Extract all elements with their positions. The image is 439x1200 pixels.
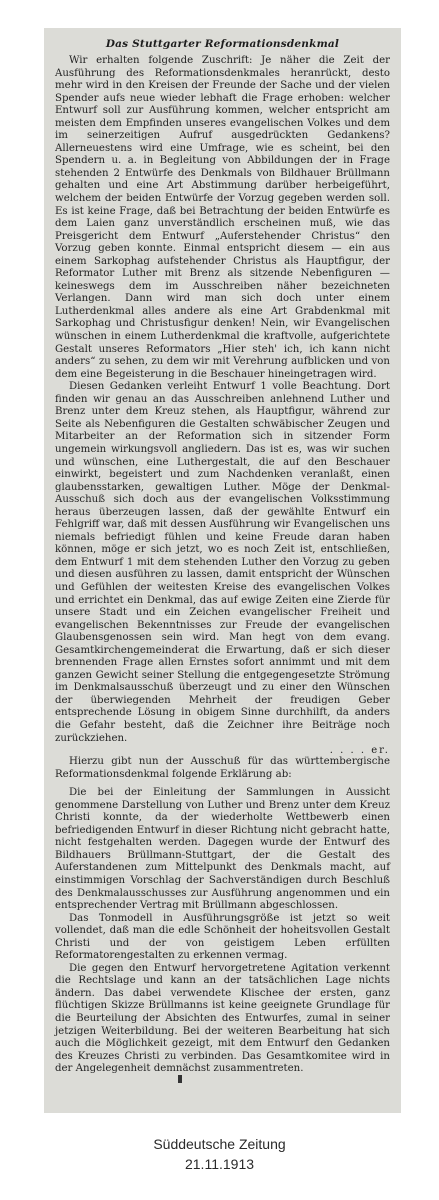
- committee-statement: [55, 787, 390, 1076]
- caption-date: 21.11.1913: [184, 1156, 255, 1172]
- column-end-mark: [178, 1075, 182, 1083]
- caption-source: Süddeutsche Zeitung: [153, 1136, 286, 1152]
- article-signature: . . . . er.: [329, 745, 390, 757]
- article-paragraph-1: Wir erhalten folgende Zuschrift: Je näher die Zeit der Ausführung des Reformationsdenkmales heranrückt, desto mehr wird in den Kreisen der Freunde der Sache und der vielen Spender aufs neue wieder lebhaft die Frage erhoben: welcher Entwurf soll zur Ausführung kommen, welcher entspricht am meisten dem Empfinden unseres evangelischen Volkes und dem im seinerzeitigen Aufruf ausgedrückten Gedankens? Allerneuestens wird eine Umfrage, wie es scheint, bei den Spendern u. a. in Begleitung von Abbildungen der in Frage stehenden 2 Entwürfe des Denkmals von Bildhauer Brüllmann gehalten und eine Art Abstimmung darüber herbeigeführt, welchem der beiden Entwürfe der Vorzug gegeben werden soll. Es ist keine Frage, daß bei Betrachtung der beiden Entwürfe es dem Laien ganz unverständlich erscheinen muß, wie das Preisgericht dem Entwurf „Auferstehender Christus“ den Vorzug geben konnte. Einmal entspricht diesem — ein aus einem Sarkophag aufstehender Christus als Hauptfigur, der Reformator Luther mit Brenz als sitzende Nebenfiguren — keineswegs dem im Ausschreiben näher bezeichneten Verlangen. Dann wird man sich doch unter einem Lutherdenkmal alles andere als eine Art Grabdenkmal mit Sarkophag und Christusfigur denken! Nein, wir Evangelischen wünschen in einem Lutherdenkmal die kraftvolle, aufgerichtete Gestalt unseres Reformators „Hier steh' ich, ich kann nicht anders“ zu sehen, zu dem wir mit Verehrung aufblicken und von dem eine Begeisterung in die Beschauer hineingetragen wird.: [55, 55, 390, 380]
- committee-intro: Hierzu gibt nun der Ausschuß für das württembergische Reformationsdenkmal folgende Erklärung ab:: [55, 756, 390, 780]
- statement-paragraph-2: Das Tonmodell in Ausführungsgröße ist jetzt so weit vollendet, daß man die edle Schönheit der hoheitsvollen Gestalt Christi und der von geistigem Leben erfüllten Reformatorengestalten zu erkennen vermag.: [55, 912, 390, 962]
- article-paragraph-2: Diesen Gedanken verleiht Entwurf 1 volle Beachtung. Dort finden wir genau an das Ausschreiben anlehnend Luther und Brenz unter dem Kreuz stehen, als Hauptfigur, während zur Seite als Nebenfiguren die Gestalten schwäbischer Zeugen und Mitarbeiter an der Reformation sich in sitzender Form ungemein wirkungsvoll angliedern. Das ist es, was wir suchen und wünschen, eine Luthergestalt, die auf den Beschauer einwirkt, begeistert und zum Nachdenken veranlaßt, einen glaubensstarken, gewaltigen Luther. Möge der Denkmal-Ausschuß sich doch aus der evangelischen Volksstimmung heraus überzeugen lassen, daß der gewählte Entwurf ein Fehlgriff war, daß mit dessen Ausführung wir Evangelischen uns niemals befriedigt fühlen und keine Freude daran haben können, möge er sich jetzt, wo es noch Zeit ist, entschließen, dem Entwurf 1 mit dem stehenden Luther den Vorzug zu geben und diesen ausführen zu lassen, damit entspricht der Wünschen und Gefühlen der weitesten Kreise des evangelischen Volkes und errichtet ein Denkmal, das auf ewige Zeiten eine Zierde für unsere Stadt und ein Zeichen evangelischer Freiheit und evangelischen Bekenntnisses zur Freude der evangelischen Glaubensgenossen sein wird. Man hegt von dem evang. Gesamtkirchengemeinderat die Erwartung, daß er sich dieser brennenden Frage allen Ernstes sofort annimmt und mit dem ganzen Gewicht seiner Stellung die entgegengesetzte Strömung im Denkmalsausschuß überzeugt und zu einer den Wünschen der überwiegenden Mehrheit der freudigen Geber entsprechende Lösung in obigem Sinne durchhilft, da anders die Gefahr besteht, daß die Zeichner ihre Beiträge noch zurückziehen.: [55, 381, 390, 744]
- newspaper-clipping: [44, 28, 401, 1113]
- article-title: Das Stuttgarter Reformationsdenkmal: [105, 38, 340, 50]
- statement-paragraph-1: Die bei der Einleitung der Sammlungen in Aussicht genommene Darstellung von Luther und Brenz unter dem Kreuz Christi konnte, da der wiederholte Wettbewerb einen befriedigenden Entwurf in dieser Richtung nicht gebracht hatte, nicht festgehalten werden. Dagegen wurde der Entwurf des Bildhauers Brüllmann-Stuttgart, der die Gestalt des Auferstandenen zum Mittelpunkt des Denkmals macht, auf einstimmigen Vorschlag der Sachverständigen durch Beschluß des Denkmalausschusses zur Ausführung angenommen und ein entsprechender Vertrag mit Brüllmann abgeschlossen.: [55, 787, 390, 912]
- statement-paragraph-3: Die gegen den Entwurf hervorgetretene Agitation verkennt die Rechtslage und kann an der tatsächlichen Lage nichts ändern. Das dabei verwendete Klischee der ersten, ganz flüchtigen Skizze Brüllmanns ist keine geeignete Grundlage für die Beurteilung der Absichten des Entwurfes, zumal in seiner jetzigen Weiterbildung. Bei der weiteren Bearbeitung hat sich auch die Möglichkeit gezeigt, mit dem Entwurf den Gedanken des Kreuzes Christi zu verbinden. Das Gesamtkomitee wird in der Angelegenheit demnächst zusammentreten.: [55, 962, 390, 1075]
